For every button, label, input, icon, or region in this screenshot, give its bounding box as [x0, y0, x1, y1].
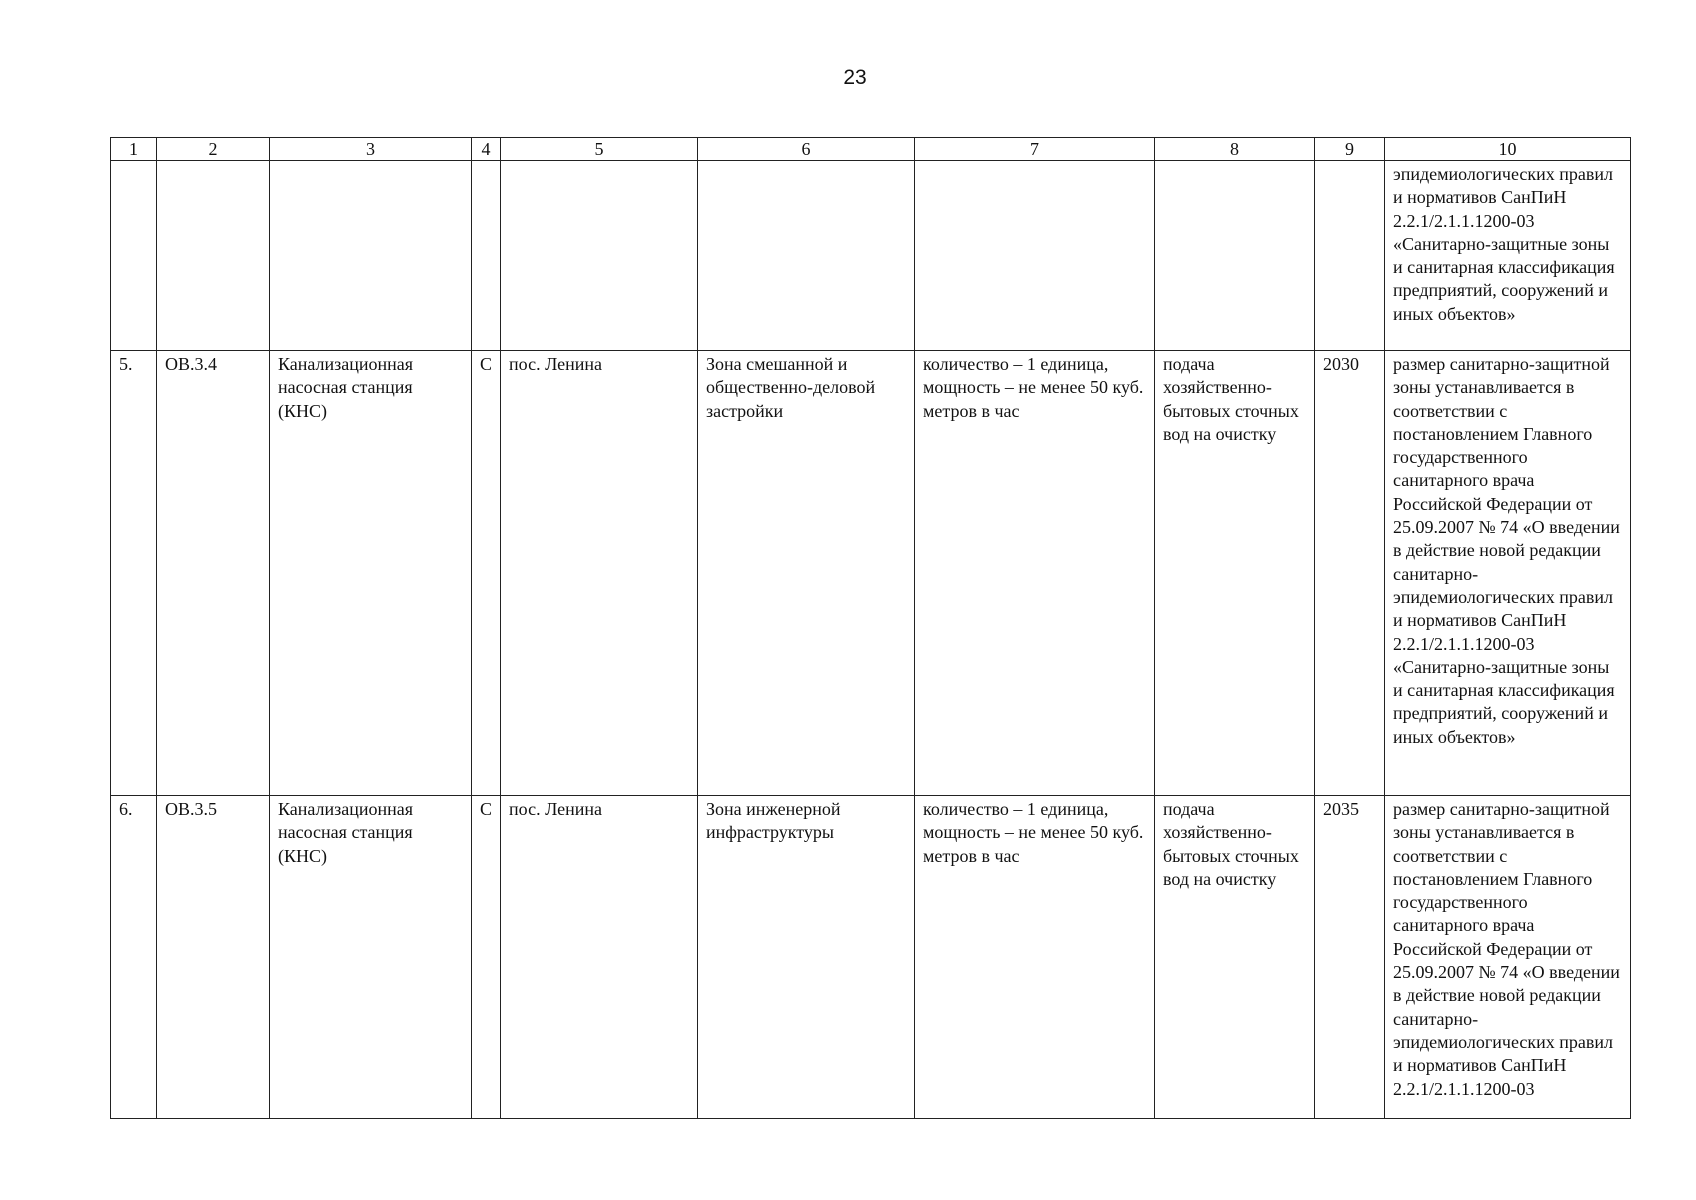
table-row	[111, 796, 1631, 1119]
header-col-7: 7	[915, 138, 1155, 161]
header-col-3: 3	[270, 138, 472, 161]
header-col-8: 8	[1155, 138, 1315, 161]
object-location: пос. Ленина	[501, 796, 698, 1119]
object-status: С	[472, 796, 501, 1119]
header-col-2: 2	[157, 138, 270, 161]
object-location: пос. Ленина	[501, 351, 698, 796]
object-name: Канализационная насосная станция (КНС)	[270, 351, 472, 796]
objects-table	[110, 137, 1631, 1119]
header-col-6: 6	[698, 138, 915, 161]
page-number: 23	[843, 66, 867, 89]
object-code: ОВ.3.4	[157, 351, 270, 796]
object-name: Канализационная насосная станция (КНС)	[270, 796, 472, 1119]
implementation-year: 2035	[1315, 796, 1385, 1119]
implementation-year: 2030	[1315, 351, 1385, 796]
continuation-row	[111, 161, 1631, 351]
functional-zone: Зона смешанной и общественно-деловой застройки	[698, 351, 915, 796]
header-col-5: 5	[501, 138, 698, 161]
functional-zone: Зона инженерной инфраструктуры	[698, 796, 915, 1119]
header-col-4: 4	[472, 138, 501, 161]
object-status: С	[472, 351, 501, 796]
header-row	[111, 138, 1631, 161]
header-col-10: 10	[1385, 138, 1631, 161]
object-purpose: подача хозяйственно-бытовых сточных вод на очистку	[1155, 796, 1315, 1119]
zone-restrictions: размер санитарно-защитной зоны устанавливается в соответствии с постановлением Главного государственного санитарного врача Российской Федерации от 25.09.2007 № 74 «О введении в действие новой редакции санитарно-эпидемиологических правил и нормативов СанПиН 2.2.1/2.1.1.1200-03 «Санитарно-защитные зоны и санитарная классификация предприятий, сооружений и иных объектов»	[1385, 351, 1631, 796]
object-code: ОВ.3.5	[157, 796, 270, 1119]
row-number: 5.	[111, 351, 157, 796]
header-col-9: 9	[1315, 138, 1385, 161]
header-col-1: 1	[111, 138, 157, 161]
row-number: 6.	[111, 796, 157, 1119]
object-characteristics: количество – 1 единица, мощность – не менее 50 куб. метров в час	[915, 796, 1155, 1119]
table-row	[111, 351, 1631, 796]
object-characteristics: количество – 1 единица, мощность – не менее 50 куб. метров в час	[915, 351, 1155, 796]
zone-restrictions: размер санитарно-защитной зоны устанавливается в соответствии с постановлением Главного государственного санитарного врача Российской Федерации от 25.09.2007 № 74 «О введении в действие новой редакции санитарно-эпидемиологических правил и нормативов СанПиН 2.2.1/2.1.1.1200-03	[1385, 796, 1631, 1119]
object-purpose: подача хозяйственно-бытовых сточных вод на очистку	[1155, 351, 1315, 796]
continuation-restrictions: эпидемиологических правил и нормативов СанПиН 2.2.1/2.1.1.1200-03 «Санитарно-защитные зоны и санитарная классификация предприятий, сооружений и иных объектов»	[1385, 161, 1631, 351]
